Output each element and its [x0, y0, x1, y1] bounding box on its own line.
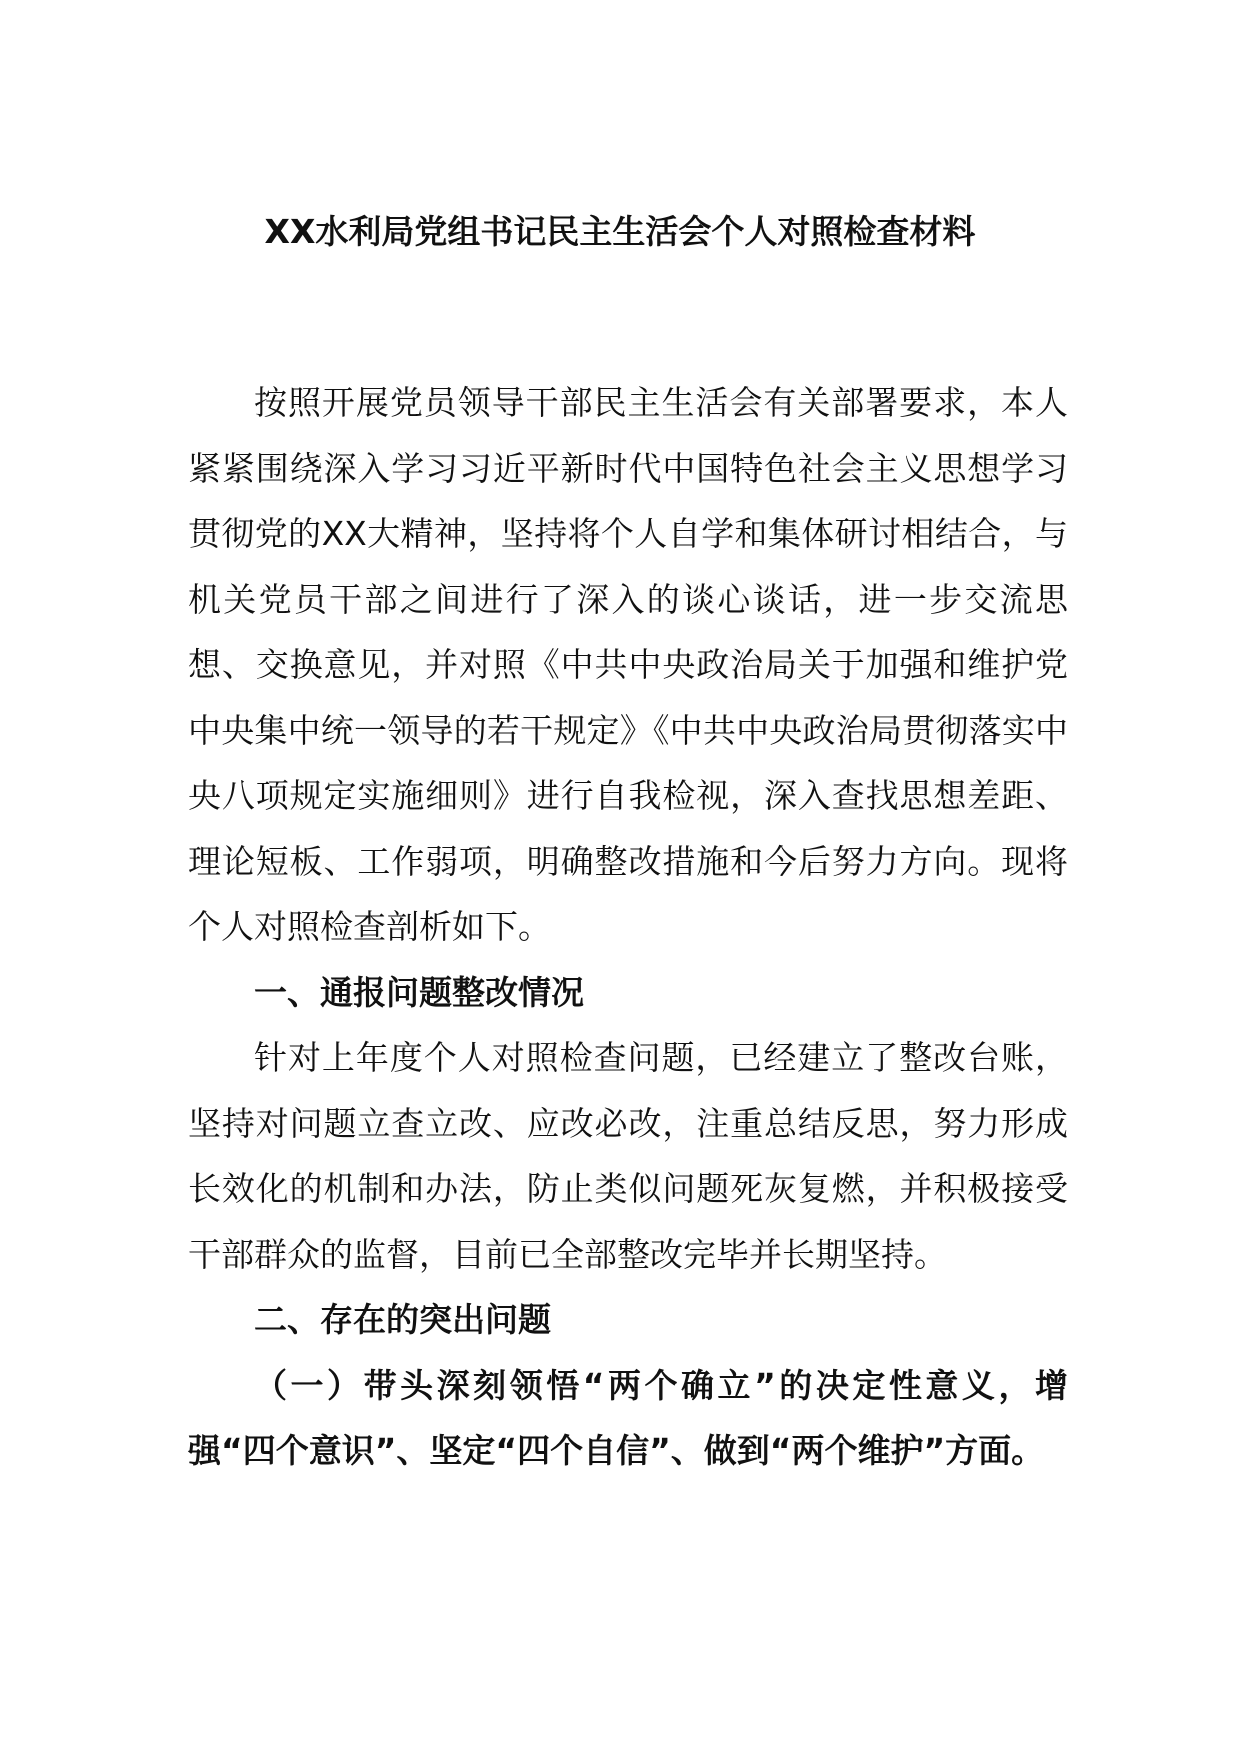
- intro-paragraph: 按照开展党员领导干部民主生活会有关部署要求，本人紧紧围绕深入学习习近平新时代中国特色社会主义思想学习贯彻党的XX大精神，坚持将个人自学和集体研讨相结合，与机关党员干部之间进行了深入的谈心谈话，进一步交流思想、交换意见，并对照《中共中央政治局关于加强和维护党中央集中统一领导的若干规定》《中共中央政治局贯彻落实中央八项规定实施细则》进行自我检视，深入查找思想差距、理论短板、工作弱项，明确整改措施和今后努力方向。现将个人对照检查剖析如下。: [188, 383, 1068, 946]
- document-body: [188, 370, 1068, 1484]
- section-2-heading: 二、存在的突出问题: [254, 1300, 551, 1339]
- section-2-subheading-1: （一）带头深刻领悟“两个确立”的决定性意义，增强“四个意识”、坚定“四个自信”、做到“两个维护”方面。: [188, 1365, 1068, 1470]
- section-1-paragraph: 针对上年度个人对照检查问题，已经建立了整改台账，坚持对问题立查立改、应改必改，注重总结反思，努力形成长效化的机制和办法，防止类似问题死灰复燃，并积极接受干部群众的监督，目前已全部整改完毕并长期坚持。: [188, 1038, 1068, 1274]
- section-1-heading: 一、通报问题整改情况: [254, 972, 584, 1012]
- document-title: XX水利局党组书记民主生活会个人对照检查材料: [264, 212, 976, 251]
